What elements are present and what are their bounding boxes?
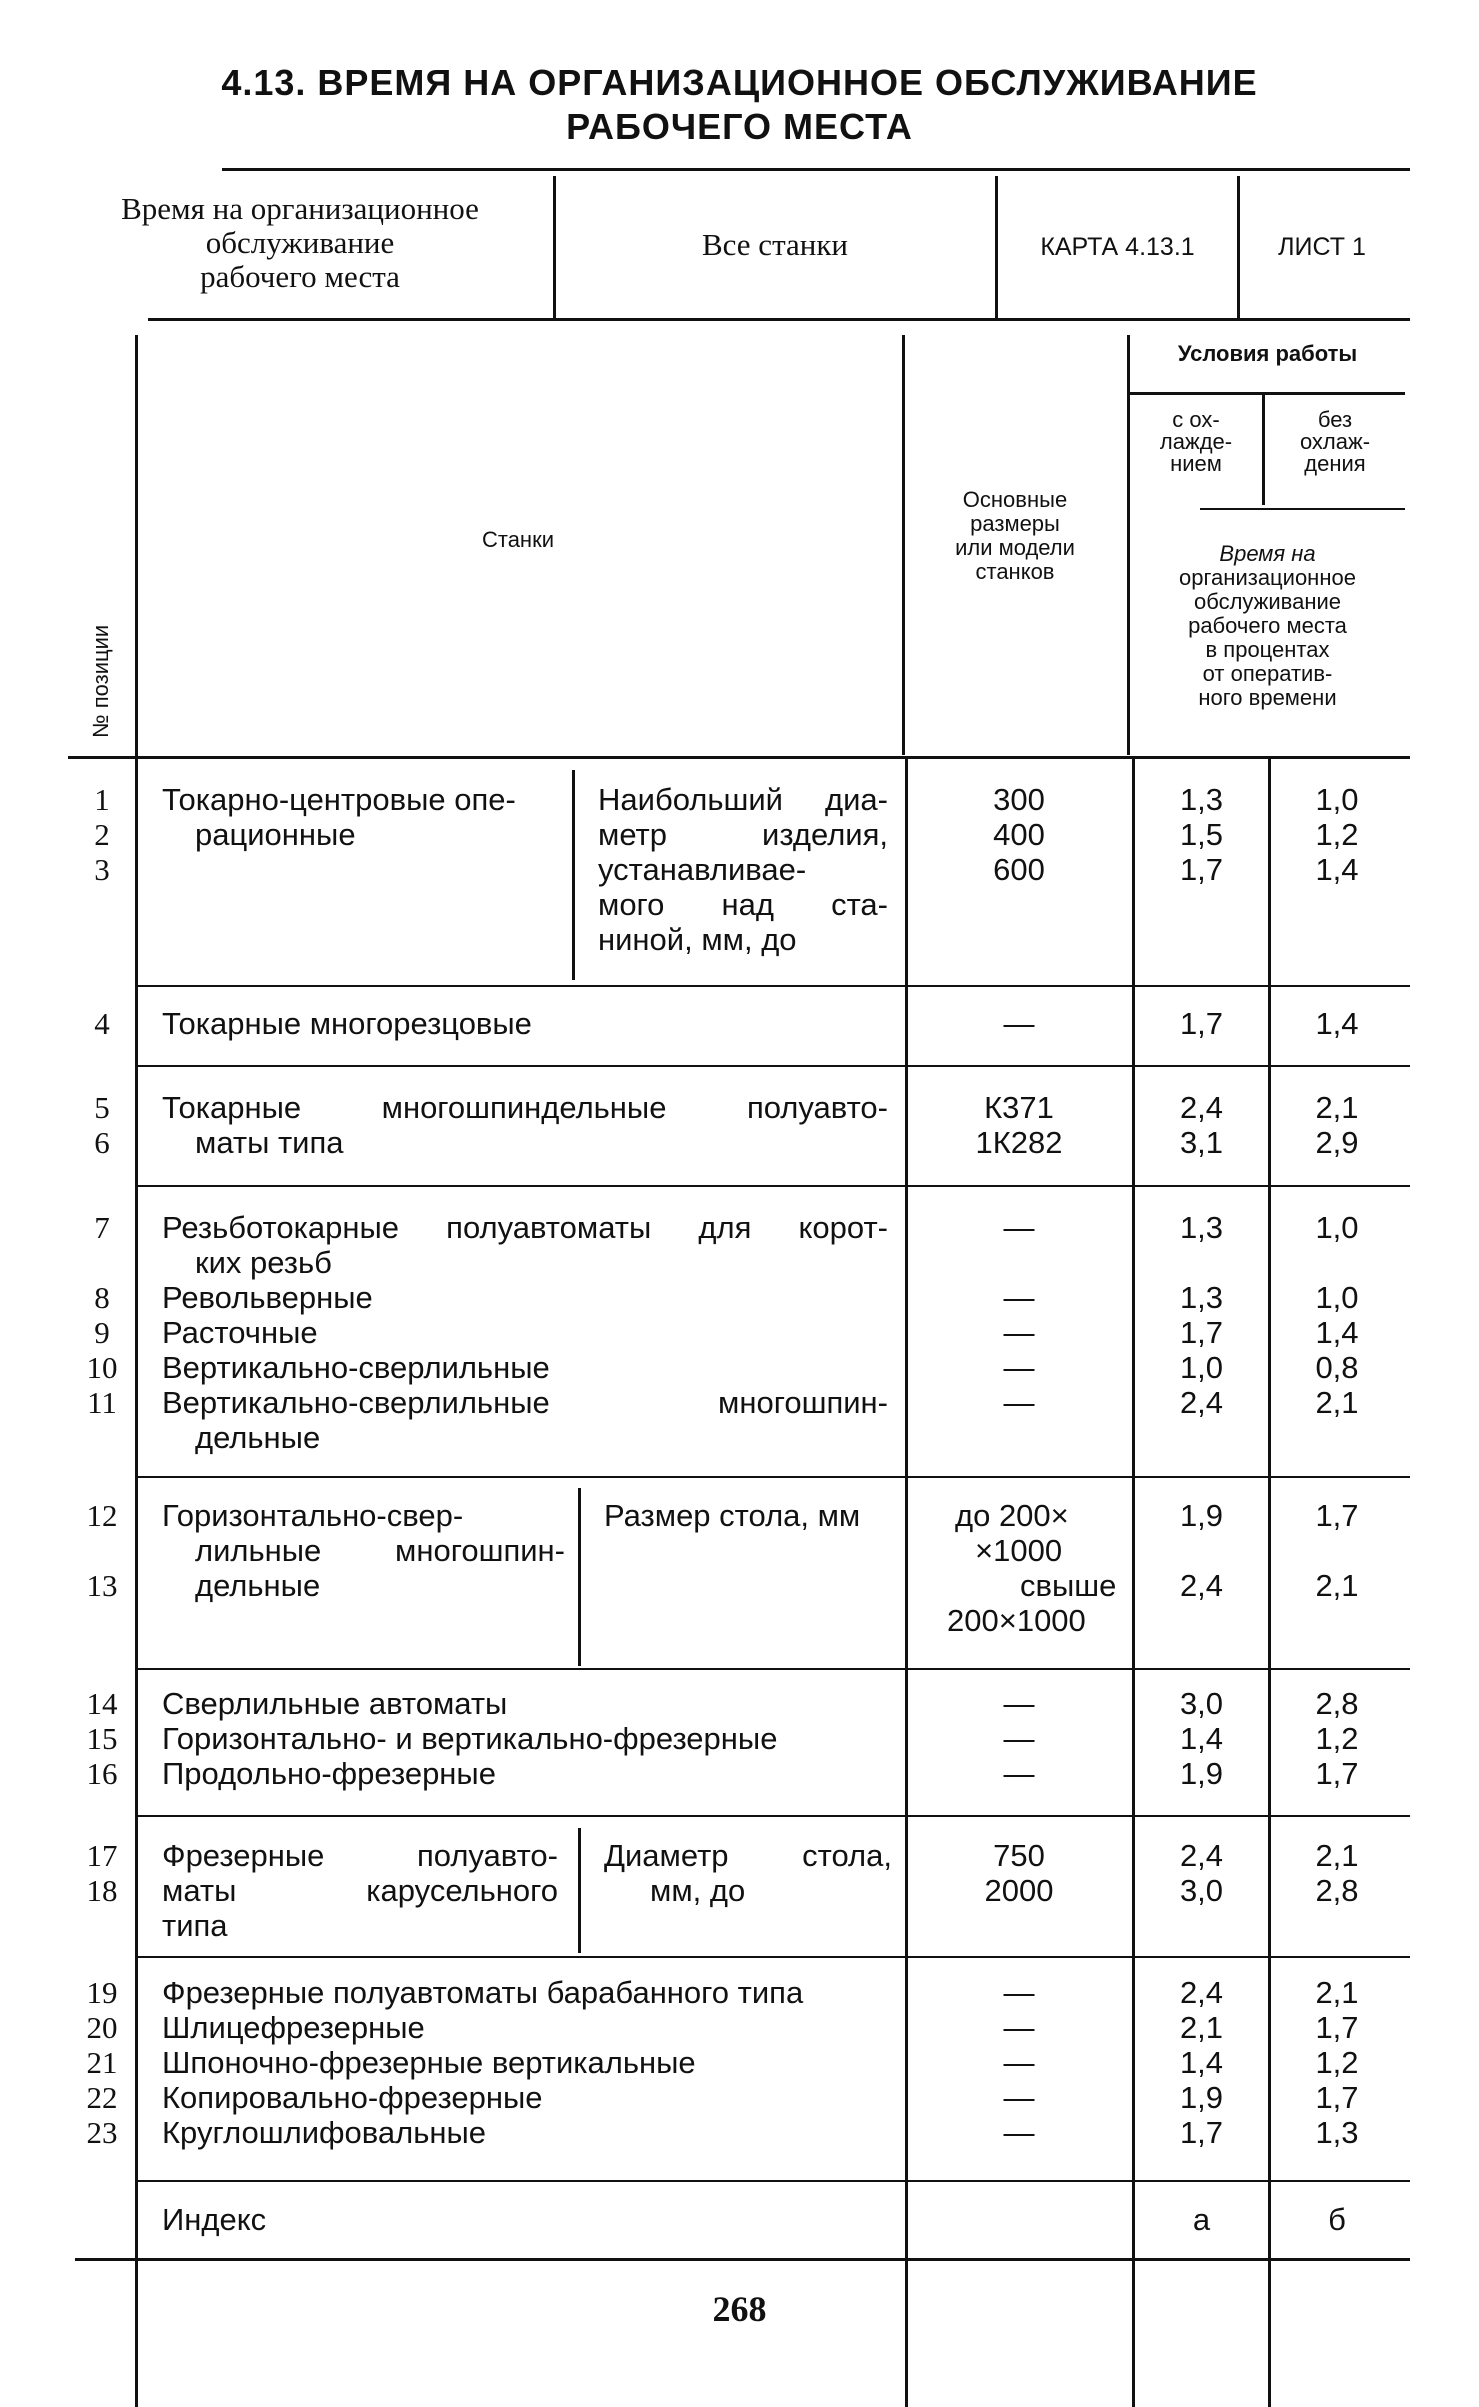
value-a: 1,5 xyxy=(1179,817,1224,852)
rule xyxy=(553,176,556,318)
value-b: 1,0 xyxy=(1315,1210,1359,1245)
machine-dims: — xyxy=(1003,2115,1035,2150)
row-number: 17 xyxy=(86,1838,118,1873)
machine-name: Фрезерные полуавтоматы барабанного типа xyxy=(162,1975,804,2010)
value-b: 2,1 xyxy=(1315,1838,1359,1873)
value-a: 1,3 xyxy=(1179,1280,1224,1315)
value-a: 2,4 xyxy=(1179,1385,1224,1420)
col-a-header: лажде- xyxy=(1159,429,1233,454)
machine-dims: ×1000 xyxy=(975,1533,1063,1568)
value-a: 1,4 xyxy=(1179,2045,1224,2080)
machine-name: Вертикально-сверлильные xyxy=(162,1350,550,1385)
value-a: 2,4 xyxy=(1179,1568,1224,1603)
value-b: 1,4 xyxy=(1315,1315,1359,1350)
value-b: 2,1 xyxy=(1315,1090,1359,1125)
rule xyxy=(1130,392,1405,395)
machine-dims: — xyxy=(1003,1385,1035,1420)
machine-name: Токарные многошпиндельные полуавто- xyxy=(162,1090,888,1125)
value-b: 1,2 xyxy=(1315,817,1359,852)
machine-name: Токарные многорезцовые xyxy=(162,1006,532,1041)
value-a: 1,9 xyxy=(1179,2080,1224,2115)
value-a: 1,0 xyxy=(1179,1350,1224,1385)
rule xyxy=(68,756,1410,759)
machine-name: маты карусельного xyxy=(162,1873,558,1908)
machine-dims: 300 xyxy=(993,782,1045,817)
value-b: 1,3 xyxy=(1315,2115,1359,2150)
machine-param: метр изделия, xyxy=(598,817,888,852)
rule xyxy=(138,985,1410,987)
value-a: 1,3 xyxy=(1179,782,1224,817)
machine-dims: К371 xyxy=(984,1090,1054,1125)
machine-dims: 1К282 xyxy=(975,1125,1063,1160)
rule xyxy=(138,1476,1410,1478)
machine-name: лильные многошпин- xyxy=(195,1533,565,1568)
machine-dims: свыше xyxy=(1020,1568,1117,1603)
col-dims-header: или модели xyxy=(955,535,1075,560)
machine-dims: — xyxy=(1003,2080,1035,2115)
value-a: 1,9 xyxy=(1179,1756,1224,1791)
index-b: б xyxy=(1328,2202,1346,2237)
row-number: 11 xyxy=(87,1385,117,1420)
machine-dims: 600 xyxy=(993,852,1045,887)
machine-param: ниной, мм, до xyxy=(598,922,797,957)
machine-name: Горизонтально- и вертикально-фрезерные xyxy=(162,1721,778,1756)
value-b: 1,7 xyxy=(1315,2010,1359,2045)
machine-name: маты типа xyxy=(195,1125,344,1160)
machine-name: Круглошлифовальные xyxy=(162,2115,487,2150)
value-a: 2,4 xyxy=(1179,1838,1224,1873)
machine-name: дельные xyxy=(195,1420,321,1455)
value-b: 1,4 xyxy=(1315,1006,1359,1041)
machine-dims: — xyxy=(1003,1006,1035,1041)
value-b: 1,4 xyxy=(1315,852,1359,887)
time-desc: рабочего места xyxy=(1188,613,1347,638)
time-desc: от оператив- xyxy=(1202,661,1333,686)
value-a: 1,4 xyxy=(1179,1721,1224,1756)
value-a: 1,9 xyxy=(1179,1498,1224,1533)
row-number: 10 xyxy=(86,1350,118,1385)
machine-param: мм, до xyxy=(650,1873,746,1908)
card-topic-2: обслуживание xyxy=(205,225,395,260)
time-desc: Время на xyxy=(1219,541,1316,566)
time-desc: организационное xyxy=(1179,565,1356,590)
machine-name: Шлицефрезерные xyxy=(162,2010,425,2045)
row-number: 15 xyxy=(86,1721,118,1756)
value-a: 1,7 xyxy=(1179,2115,1224,2150)
row-number: 12 xyxy=(86,1498,118,1533)
time-desc: ного времени xyxy=(1198,685,1337,710)
machine-name: Токарно-центровые опе- xyxy=(162,782,516,817)
col-dims-header: размеры xyxy=(970,511,1060,536)
machine-dims: — xyxy=(1003,1350,1035,1385)
machine-name: Расточные xyxy=(162,1315,318,1350)
row-number: 8 xyxy=(94,1280,110,1315)
time-desc: обслуживание xyxy=(1193,589,1342,614)
value-b: 1,0 xyxy=(1315,1280,1359,1315)
col-b-header: дения xyxy=(1304,451,1366,476)
value-a: 2,1 xyxy=(1179,2010,1224,2045)
machine-dims: — xyxy=(1003,1975,1035,2010)
machine-dims: — xyxy=(1003,2010,1035,2045)
value-b: 1,2 xyxy=(1315,1721,1359,1756)
card-number: КАРТА 4.13.1 xyxy=(1040,233,1195,261)
rule xyxy=(1200,508,1405,510)
row-number: 19 xyxy=(86,1975,118,2010)
rule xyxy=(135,335,138,2407)
value-b: 0,8 xyxy=(1315,1350,1359,1385)
machine-name: Сверлильные автоматы xyxy=(162,1686,508,1721)
rule xyxy=(222,168,1410,171)
row-number: 13 xyxy=(86,1568,118,1603)
machine-dims: — xyxy=(1003,1315,1035,1350)
row-number: 18 xyxy=(86,1873,118,1908)
col-a-header: с ох- xyxy=(1172,407,1220,432)
machine-dims: — xyxy=(1003,2045,1035,2080)
machine-name: Шпоночно-фрезерные вертикальные xyxy=(162,2045,696,2080)
row-number: 2 xyxy=(94,817,110,852)
rule xyxy=(995,176,998,318)
value-a: 1,3 xyxy=(1179,1210,1224,1245)
value-a: 2,4 xyxy=(1179,1090,1224,1125)
value-a: 1,7 xyxy=(1179,852,1224,887)
index-label: Индекс xyxy=(162,2202,267,2237)
rule xyxy=(138,2180,1410,2182)
value-b: 2,1 xyxy=(1315,1975,1359,2010)
machine-param: Наибольший диа- xyxy=(598,782,888,817)
value-b: 1,7 xyxy=(1315,1498,1359,1533)
rule xyxy=(1237,176,1240,318)
value-b: 2,1 xyxy=(1315,1568,1359,1603)
machine-name: Копировально-фрезерные xyxy=(162,2080,543,2115)
row-number: 5 xyxy=(94,1090,110,1125)
rule xyxy=(578,1828,581,1953)
machine-dims: 750 xyxy=(993,1838,1045,1873)
value-a: 2,4 xyxy=(1179,1975,1224,2010)
machine-name: дельные xyxy=(195,1568,321,1603)
value-a: 1,7 xyxy=(1179,1006,1224,1041)
card-topic-3: рабочего места xyxy=(200,259,400,294)
machine-name: Вертикально-сверлильные многошпин- xyxy=(162,1385,888,1420)
value-b: 2,8 xyxy=(1315,1686,1359,1721)
rule xyxy=(138,1185,1410,1187)
row-number: 6 xyxy=(94,1125,110,1160)
machine-dims: 400 xyxy=(993,817,1045,852)
value-a: 1,7 xyxy=(1179,1315,1224,1350)
index-a: а xyxy=(1192,2202,1211,2237)
machine-name: ких резьб xyxy=(195,1245,332,1280)
rule xyxy=(138,1956,1410,1958)
conditions-header: Условия работы xyxy=(1177,341,1358,366)
time-desc: в процентах xyxy=(1205,637,1330,662)
row-number: 14 xyxy=(86,1686,118,1721)
value-b: 1,7 xyxy=(1315,2080,1359,2115)
row-number: 7 xyxy=(94,1210,110,1245)
value-b: 2,9 xyxy=(1315,1125,1359,1160)
col-dims-header: станков xyxy=(975,559,1055,584)
row-number: 4 xyxy=(94,1006,110,1041)
machine-dims: — xyxy=(1003,1686,1035,1721)
col-a-header: нием xyxy=(1170,451,1222,476)
machine-name: Продольно-фрезерные xyxy=(162,1756,496,1791)
machine-dims: — xyxy=(1003,1756,1035,1791)
machine-param: Размер стола, мм xyxy=(604,1498,861,1533)
rule xyxy=(75,2258,1410,2261)
value-b: 2,1 xyxy=(1315,1385,1359,1420)
card-topic: Время на организационное xyxy=(121,191,479,226)
machine-name: Горизонтально-свер- xyxy=(162,1498,464,1533)
machine-dims: — xyxy=(1003,1721,1035,1756)
value-a: 3,1 xyxy=(1179,1125,1224,1160)
sheet-number: ЛИСТ 1 xyxy=(1278,233,1366,261)
machine-name: Револьверные xyxy=(162,1280,373,1315)
rule xyxy=(572,770,575,980)
rule xyxy=(138,1668,1410,1670)
row-number: 9 xyxy=(94,1315,110,1350)
rule xyxy=(578,1488,581,1666)
value-b: 1,0 xyxy=(1315,782,1359,817)
machine-dims: до 200× xyxy=(955,1498,1069,1533)
value-b: 1,2 xyxy=(1315,2045,1359,2080)
page-title-line2: РАБОЧЕГО МЕСТА xyxy=(566,106,913,147)
machine-dims: 200×1000 xyxy=(947,1603,1086,1638)
col-machines-header: Станки xyxy=(481,527,554,552)
machine-name: рационные xyxy=(195,817,356,852)
row-number: 21 xyxy=(86,2045,118,2080)
row-number: 23 xyxy=(86,2115,118,2150)
rule xyxy=(148,318,1410,321)
value-b: 2,8 xyxy=(1315,1873,1359,1908)
col-pos-header: № позиции xyxy=(88,624,113,738)
row-number: 22 xyxy=(86,2080,118,2115)
row-number: 20 xyxy=(86,2010,118,2045)
machine-dims: — xyxy=(1003,1210,1035,1245)
rule xyxy=(138,1065,1410,1067)
machine-param: устанавливае- xyxy=(598,852,807,887)
machine-dims: — xyxy=(1003,1280,1035,1315)
col-b-header: без xyxy=(1317,407,1353,432)
row-number: 1 xyxy=(94,782,110,817)
row-number: 3 xyxy=(94,852,110,887)
page-title: 4.13. ВРЕМЯ НА ОРГАНИЗАЦИОННОЕ ОБСЛУЖИВАНИЕ xyxy=(221,62,1258,103)
col-b-header: охлаж- xyxy=(1299,429,1371,454)
machine-param: мого над ста- xyxy=(598,887,888,922)
machine-dims: 2000 xyxy=(984,1873,1054,1908)
card-scope: Все станки xyxy=(701,227,848,262)
rule xyxy=(138,1815,1410,1817)
value-a: 3,0 xyxy=(1179,1686,1224,1721)
col-dims-header: Основные xyxy=(962,487,1068,512)
value-a: 3,0 xyxy=(1179,1873,1224,1908)
row-number: 16 xyxy=(86,1756,118,1791)
machine-name: Резьботокарные полуавтоматы для корот- xyxy=(162,1210,888,1245)
value-b: 1,7 xyxy=(1315,1756,1359,1791)
machine-name: типа xyxy=(162,1908,228,1943)
machine-name: Фрезерные полуавто- xyxy=(162,1838,558,1873)
page-number: 268 xyxy=(712,2289,767,2329)
machine-param: Диаметр стола, xyxy=(604,1838,892,1873)
